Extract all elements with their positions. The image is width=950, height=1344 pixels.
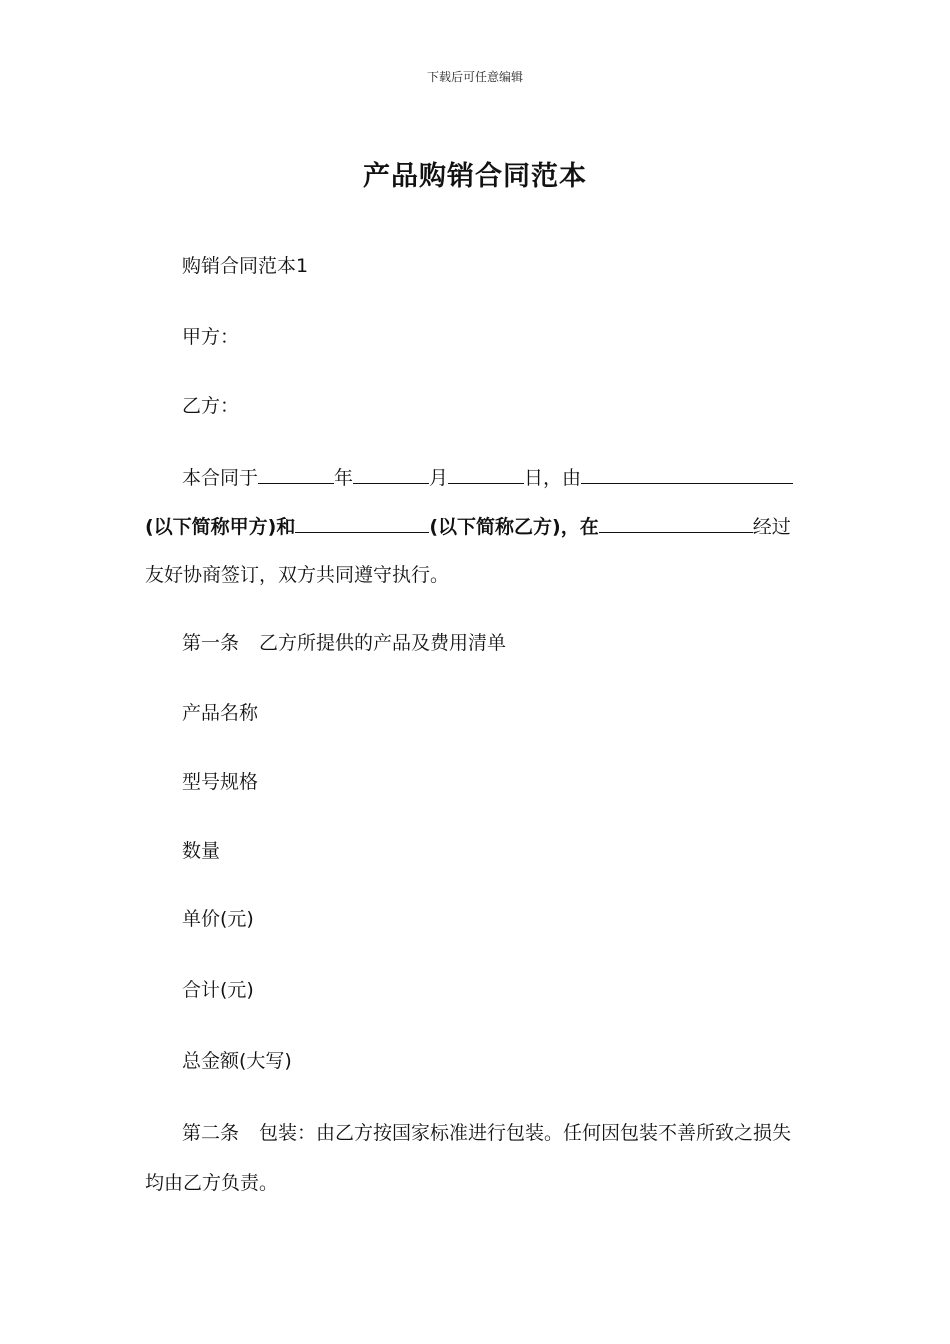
intro-text-1d: 日，由: [524, 467, 582, 489]
field-subtotal: 合计(元): [182, 979, 254, 1001]
intro-text-2b: (以下简称乙方)，在: [429, 516, 599, 538]
field-total-amount: 总金额(大写): [182, 1050, 292, 1072]
intro-line-1: [182, 463, 793, 490]
section-heading: 购销合同范本1: [182, 255, 309, 277]
party-b-label: 乙方：: [182, 395, 240, 417]
field-model-spec: 型号规格: [182, 771, 259, 793]
article-1: [182, 631, 506, 655]
intro-line-2: [145, 512, 791, 539]
day-blank: [448, 463, 524, 484]
intro-text-1a: 本合同于: [182, 467, 259, 489]
article-2-line-1: [182, 1121, 791, 1145]
party-a-name-blank: [581, 463, 793, 484]
article-2-label: 第二条: [182, 1122, 240, 1144]
document-title: 产品购销合同范本: [363, 161, 587, 192]
intro-text-2c: 经过: [752, 516, 791, 538]
field-quantity: 数量: [182, 840, 221, 862]
intro-text-1c: 月: [429, 467, 449, 489]
party-a-label: 甲方：: [182, 326, 240, 348]
intro-text-1b: 年: [334, 467, 354, 489]
header-note: 下载后可任意编辑: [426, 70, 523, 84]
field-unit-price: 单价(元): [182, 908, 254, 930]
article-2-line-2: 均由乙方负责。: [145, 1172, 279, 1194]
article-1-text: 乙方所提供的产品及费用清单: [259, 632, 507, 654]
location-blank: [599, 512, 753, 533]
field-product-name: 产品名称: [182, 702, 259, 724]
article-1-label: 第一条: [182, 632, 240, 654]
month-blank: [353, 463, 429, 484]
year-blank: [258, 463, 334, 484]
intro-text-2a: (以下简称甲方)和: [145, 516, 296, 538]
article-2-text-1: 包装：由乙方按国家标准进行包装。任何因包装不善所致之损失: [259, 1122, 792, 1144]
party-b-name-blank: [295, 512, 429, 533]
intro-line-3: 友好协商签订，双方共同遵守执行。: [145, 564, 450, 586]
